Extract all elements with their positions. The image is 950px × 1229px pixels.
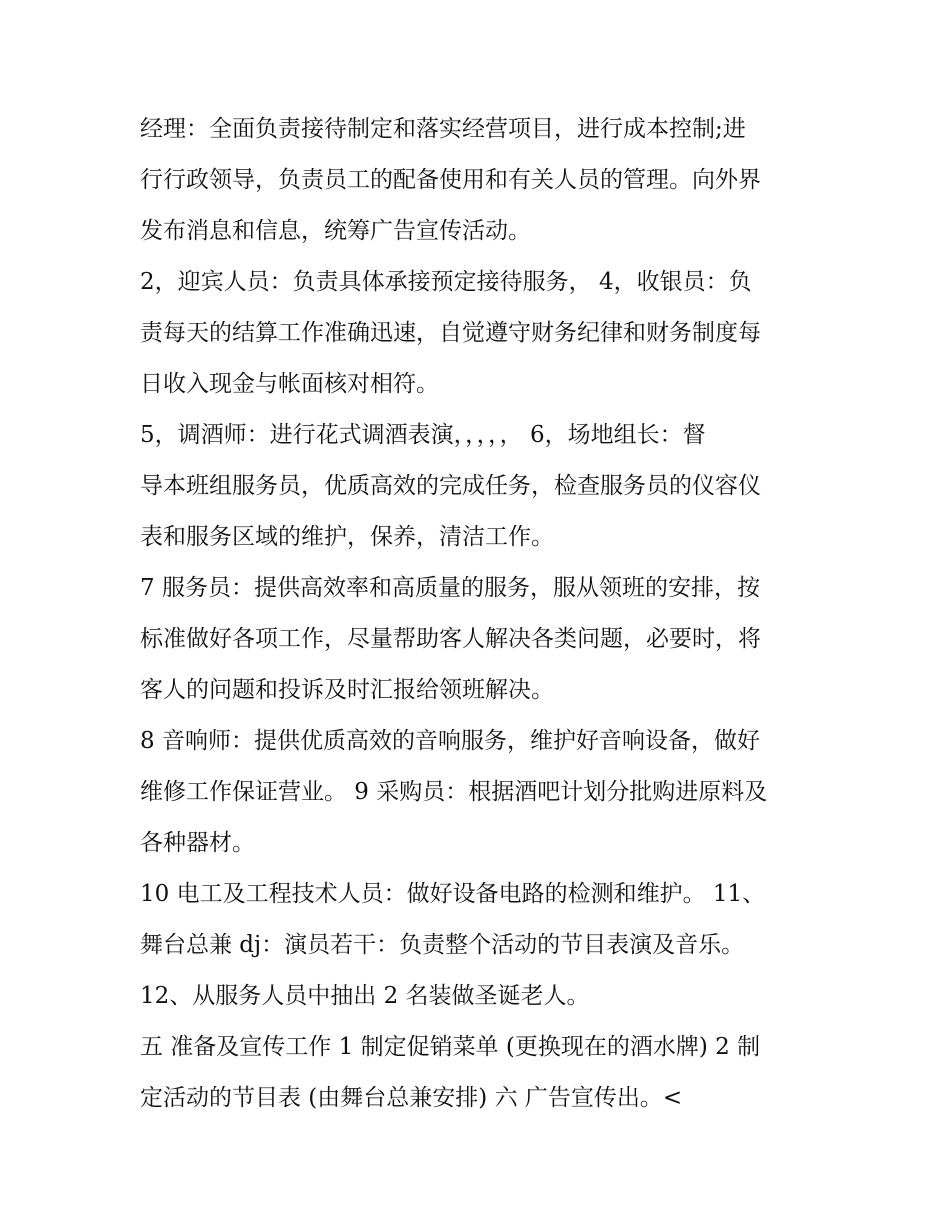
text-line: 日收入现金与帐面核对相符。 — [140, 371, 439, 397]
text-line: 12、从服务人员中抽出 2 名装做圣诞老人。 — [140, 983, 590, 1009]
text-line: 五 准备及宣传工作 1 制定促销菜单 (更换现在的酒水牌) 2 制 — [140, 1034, 761, 1060]
text-line: 舞台总兼 dj：演员若干：负责整个活动的节目表演及音乐。 — [140, 932, 745, 958]
text-line: 定活动的节目表 (由舞台总兼安排) 六 广告宣传出。< — [140, 1085, 683, 1111]
text-line: 经理：全面负责接待制定和落实经营项目，进行成本控制;进 — [140, 116, 746, 142]
text-line: 表和服务区域的维护，保养，清洁工作。 — [140, 524, 554, 550]
text-line: 标准做好各项工作，尽量帮助客人解决各类问题，必要时，将 — [140, 626, 761, 652]
text-line: 发布消息和信息，统筹广告宣传活动。 — [140, 218, 531, 244]
text-line: 各种器材。 — [140, 830, 255, 856]
text-line: 责每天的结算工作准确迅速，自觉遵守财务纪律和财务制度每 — [140, 320, 761, 346]
text-line: 7 服务员：提供高效率和高质量的服务，服从领班的安排，按 — [140, 575, 760, 601]
body-text — [140, 104, 830, 1124]
text-line: 10 电工及工程技术人员：做好设备电路的检测和维护。 11、 — [140, 881, 766, 907]
text-line: 导本班组服务员，优质高效的完成任务，检查服务员的仪容仪 — [140, 473, 761, 499]
text-line: 8 音响师：提供优质高效的音响服务，维护好音响设备，做好 — [140, 728, 760, 754]
text-line: 5，调酒师：进行花式调酒表演，，，，， 6，场地组长：督 — [140, 422, 706, 448]
text-line: 维修工作保证营业。 9 采购员：根据酒吧计划分批购进原料及 — [140, 779, 768, 805]
text-line: 客人的问题和投诉及时汇报给领班解决。 — [140, 677, 554, 703]
text-line: 2，迎宾人员：负责具体承接预定接待服务， 4，收银员：负 — [140, 269, 752, 295]
text-line: 行行政领导，负责员工的配备使用和有关人员的管理。向外界 — [140, 167, 761, 193]
